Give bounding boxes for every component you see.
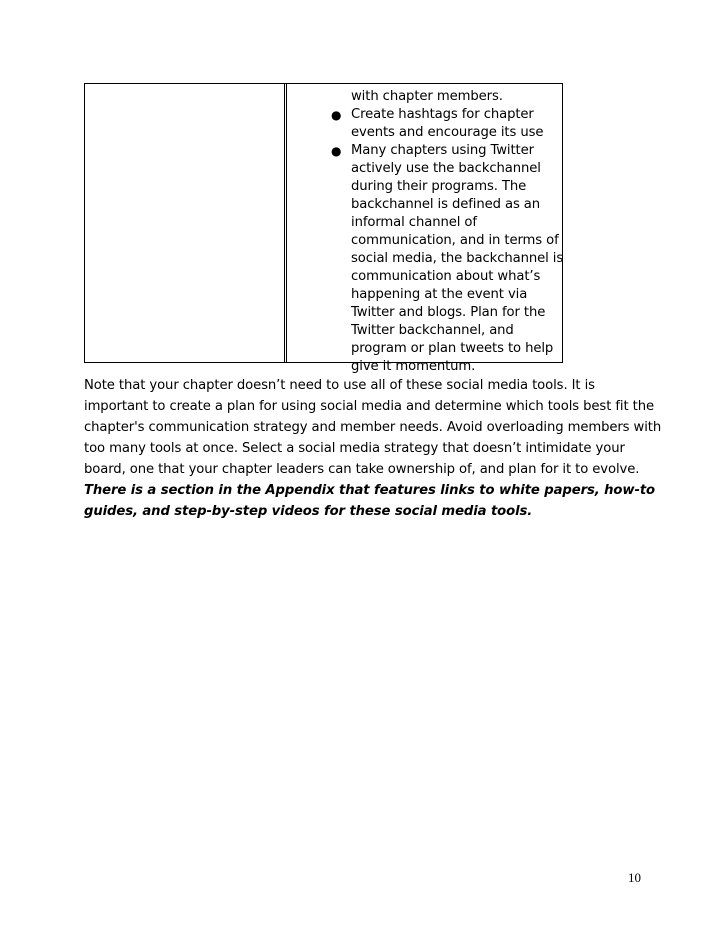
bullet-line: social media, the backchannel is: [351, 251, 564, 266]
bullet-dot-icon: ●: [331, 108, 342, 122]
note-line: chapter's communication strategy and member needs. Avoid overloading members with: [84, 420, 662, 435]
bullet-line: communication, and in terms of: [351, 233, 559, 248]
content-table: [84, 83, 564, 374]
bullet-line: ● Many chapters using Twitter: [331, 143, 534, 158]
table-cell-empty-1: [85, 84, 285, 362]
appendix-line: guides, and step-by-step videos for these social media tools.: [84, 504, 533, 519]
appendix-line: There is a section in the Appendix that features links to white papers, how-to: [84, 483, 656, 498]
bullet-line: informal channel of: [351, 215, 477, 230]
bullet-list: [331, 88, 564, 376]
table-cell-bullets: [287, 84, 564, 374]
bullet-dot-icon: ●: [331, 144, 342, 158]
bullet-line: events and encourage its use: [351, 125, 544, 140]
bullet-line: actively use the backchannel: [351, 161, 541, 176]
bullet-line: ● Create hashtags for chapter: [331, 107, 534, 122]
bullet-line: happening at the event via: [351, 287, 528, 302]
bullet-line: with chapter members.: [351, 89, 503, 104]
note-line: too many tools at once. Select a social media strategy that doesn’t intimidate your: [84, 441, 625, 456]
note-line: board, one that your chapter leaders can take ownership of, and plan for it to evolve.: [84, 462, 640, 477]
bullet-line: communication about what’s: [351, 269, 541, 284]
bullet-line: Twitter backchannel, and: [351, 323, 514, 338]
note-line: Note that your chapter doesn’t need to use all of these social media tools. It is: [84, 378, 595, 393]
page-number: 10: [628, 870, 641, 885]
bullet-line: Twitter and blogs. Plan for the: [351, 305, 546, 320]
bullet-line: during their programs. The: [351, 179, 527, 194]
bullet-line: program or plan tweets to help: [351, 341, 554, 356]
bullet-line: backchannel is defined as an: [351, 197, 541, 212]
appendix-callout: [84, 480, 656, 522]
note-line: important to create a plan for using social media and determine which tools best fit the: [84, 399, 654, 414]
note-paragraph: [84, 375, 662, 480]
bullet-line: give it momentum.: [351, 359, 476, 374]
